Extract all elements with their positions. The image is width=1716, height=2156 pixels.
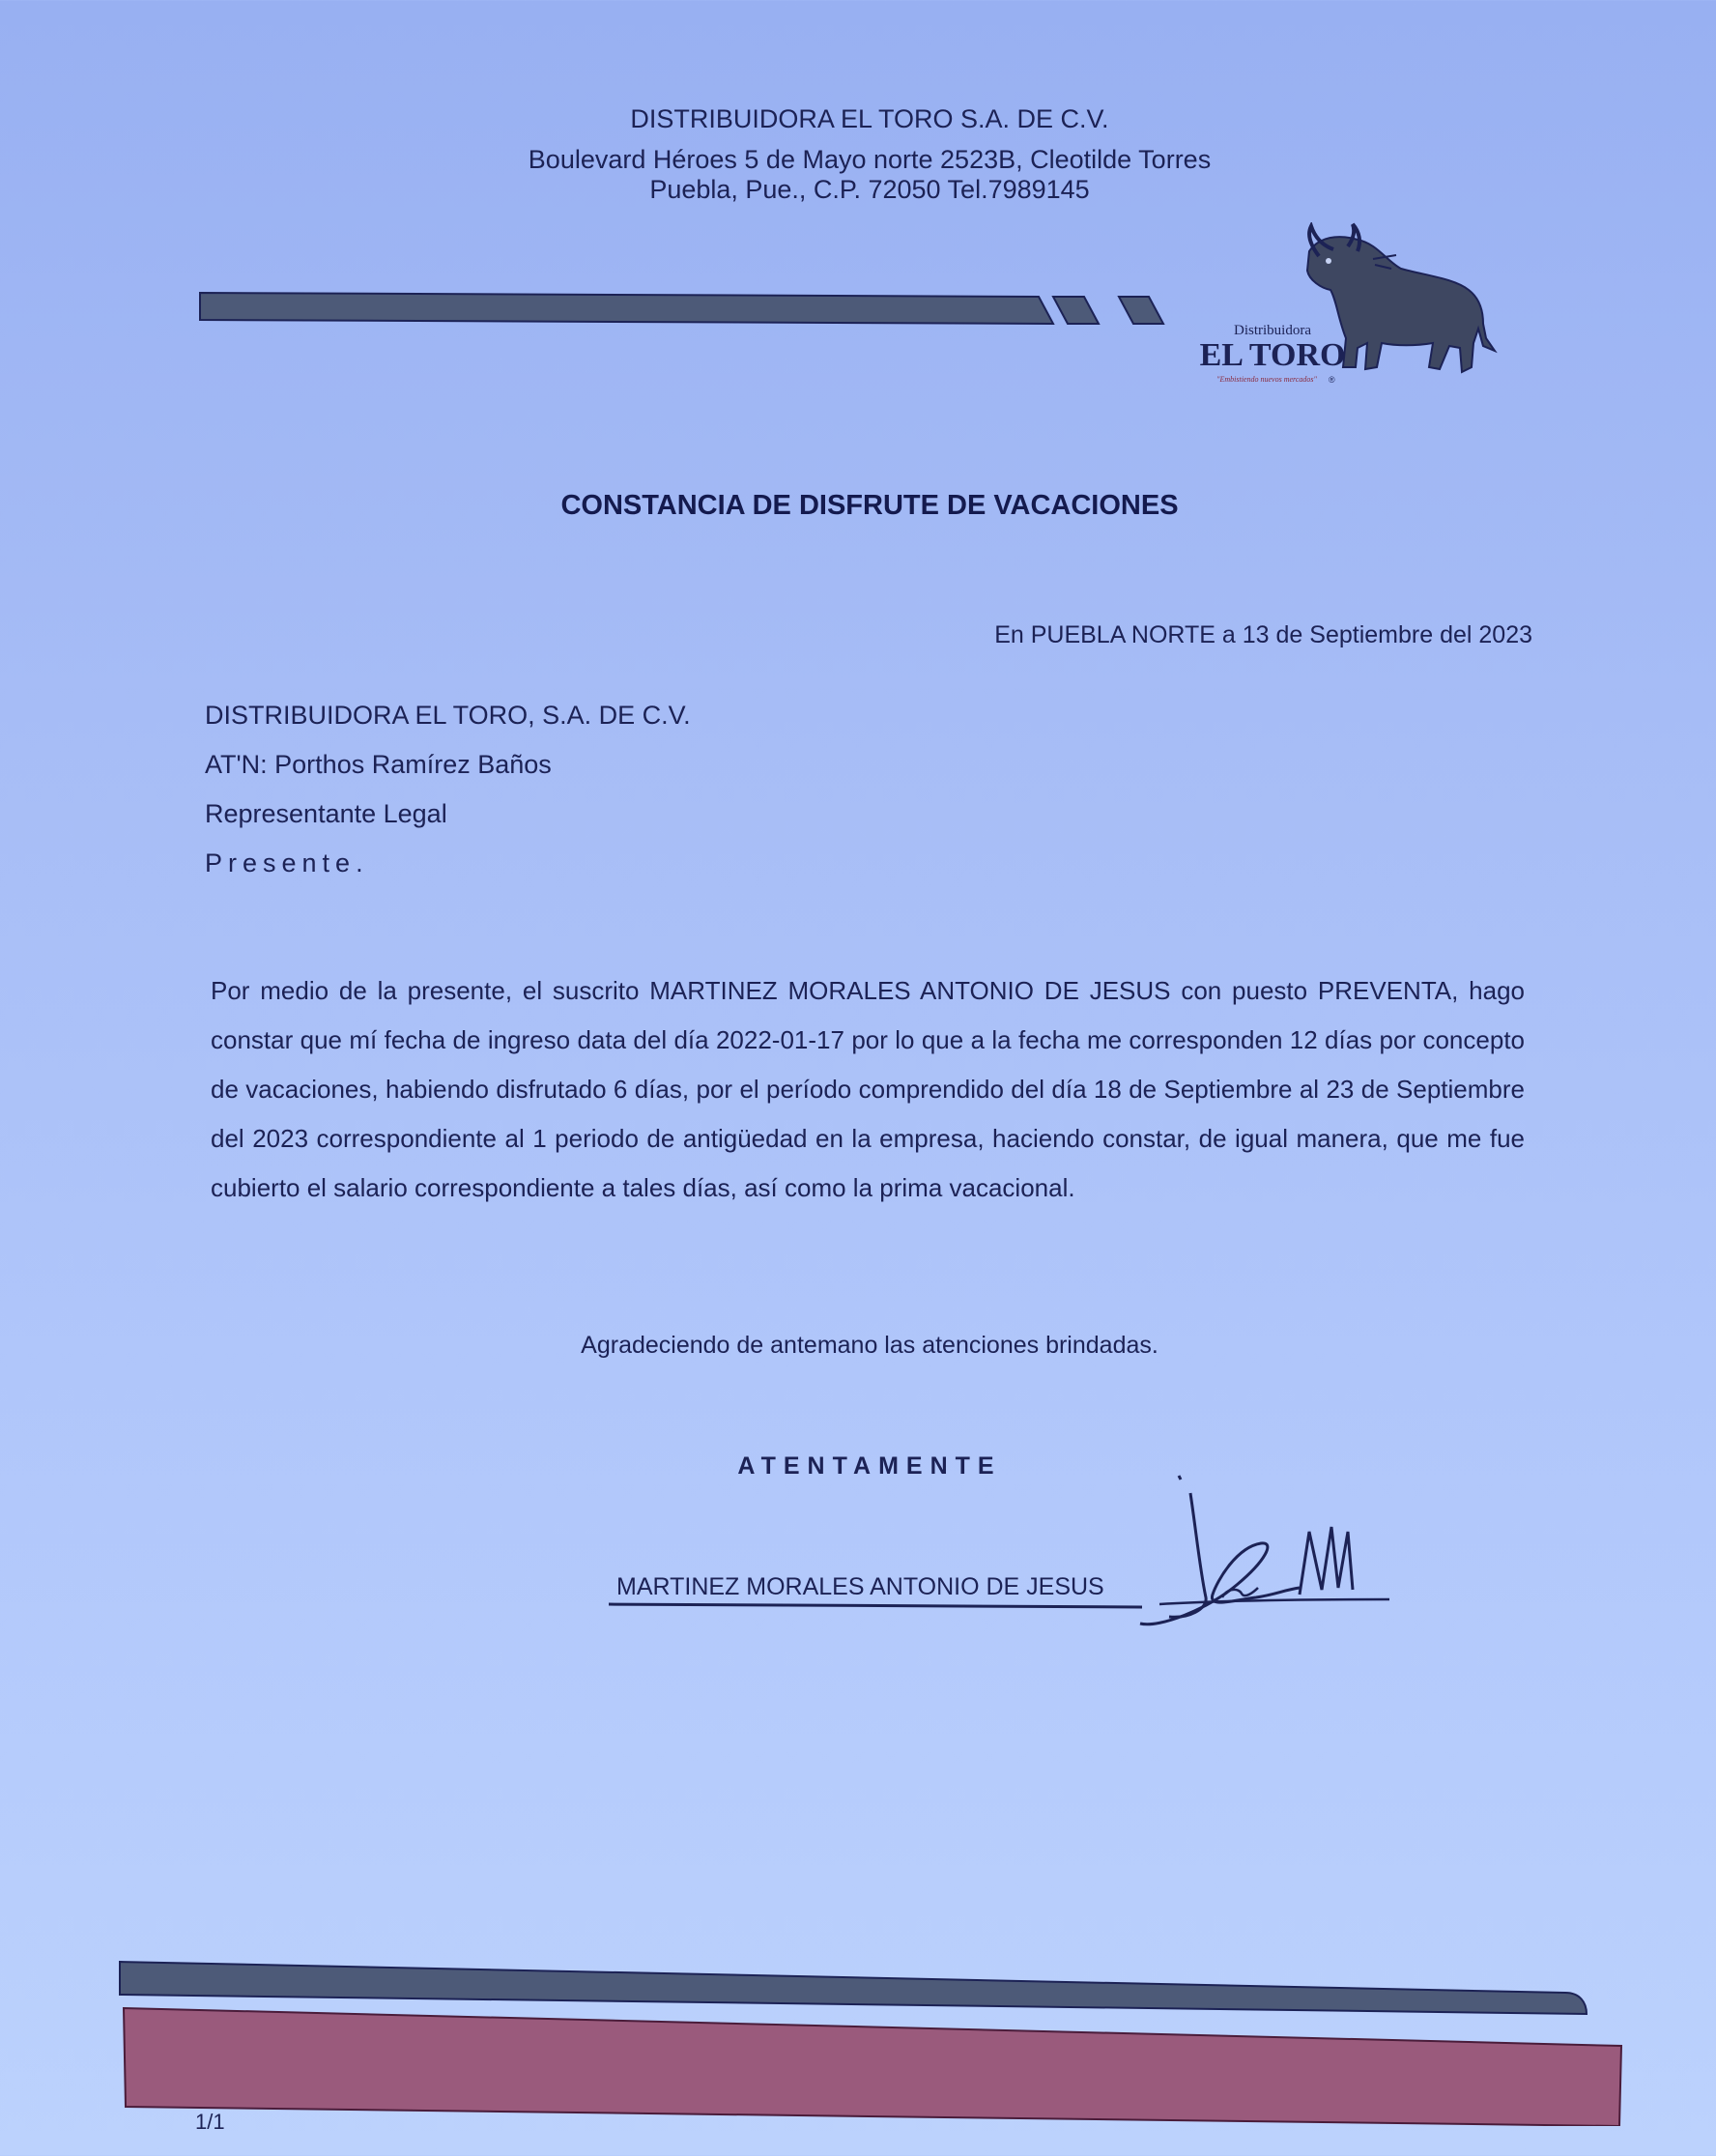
handwritten-signature	[1130, 1474, 1401, 1643]
recipient-presente: Presente.	[205, 848, 369, 877]
registered-mark: ®	[1329, 375, 1335, 385]
el-toro-logo	[1193, 222, 1502, 396]
sign-off: ATENTAMENTE	[737, 1452, 1002, 1480]
recipient-attention: AT'N: Porthos Ramírez Baños	[205, 750, 552, 779]
header-decorative-bar	[198, 285, 1184, 329]
logo-tagline: "Embistiendo nuevos mercados"	[1216, 375, 1317, 384]
logo-small-text: Distribuidora	[1234, 323, 1311, 338]
signer-name: MARTINEZ MORALES ANTONIO DE JESUS	[616, 1573, 1104, 1600]
footer-bar-gray	[120, 1962, 1587, 2014]
footer-decorative-bars	[116, 1952, 1623, 2126]
recipient-company: DISTRIBUIDORA EL TORO, S.A. DE C.V.	[205, 701, 691, 730]
page-number: 1/1	[195, 2110, 225, 2134]
company-address-line1: Boulevard Héroes 5 de Mayo norte 2523B, Cleotilde Torres	[528, 145, 1212, 174]
place-date: En PUEBLA NORTE a 13 de Septiembre del 2023	[994, 621, 1532, 648]
signature-text: JesusMN	[1130, 1474, 1135, 1475]
document-title: CONSTANCIA DE DISFRUTE DE VACACIONES	[560, 490, 1179, 521]
signature-line	[609, 1603, 1142, 1609]
closing-line: Agradeciendo de antemano las atenciones brindadas.	[581, 1332, 1158, 1359]
company-name: DISTRIBUIDORA EL TORO S.A. DE C.V.	[630, 104, 1109, 133]
header-bar-stripe-2	[1119, 297, 1163, 324]
logo-brand: EL TORO	[1199, 337, 1346, 373]
company-address-line2: Puebla, Pue., C.P. 72050 Tel.7989145	[649, 175, 1090, 204]
body-paragraph: Por medio de la presente, el suscrito MARTINEZ MORALES ANTONIO DE JESUS con puesto PREVENTA, hago constar que mí fecha de ingreso data del día 2022-01-17 por lo que a la fecha me corresponden 12 días por concepto de vacaciones, habiendo disfrutado 6 días, por el período comprendido del día 18 de Septiembre al 23 de Septiembre del 2023 correspondiente al 1 periodo de antigüedad en la empresa, haciendo constar, de igual manera, que me fue cubierto el salario correspondiente a tales días, así como la prima vacacional.	[211, 976, 1525, 1202]
header-bar-main	[200, 293, 1053, 324]
recipient-title: Representante Legal	[205, 799, 447, 828]
header-bar-stripe-1	[1053, 297, 1099, 324]
footer-bar-red	[124, 2008, 1621, 2126]
